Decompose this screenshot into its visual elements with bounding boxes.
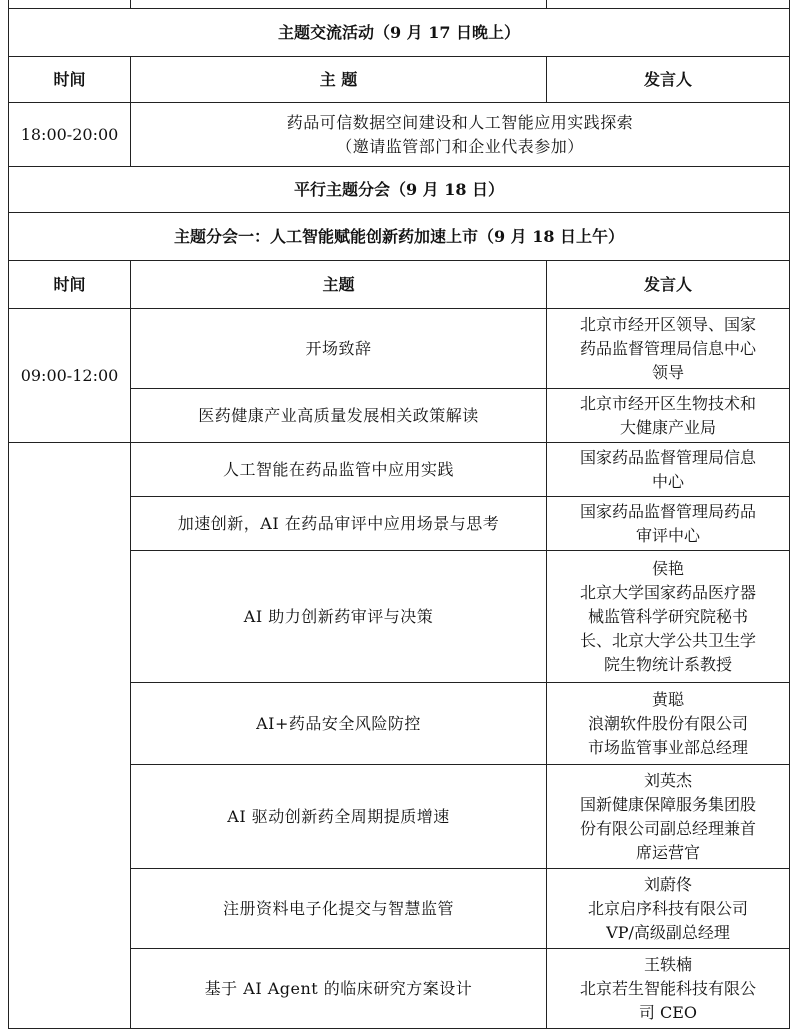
agenda-topic: 注册资料电子化提交与智慧监管: [131, 869, 547, 949]
agenda-speaker: [547, 683, 790, 765]
speaker-line: 司 CEO: [638, 1002, 698, 1022]
subforum1-title: 主题分会一：人工智能赋能创新药加速上市（9 月 18 日上午）: [9, 213, 790, 261]
agenda-speaker: [547, 949, 790, 1029]
speaker-line: 械监管科学研究院秘书: [587, 606, 748, 626]
speaker-name: 王轶楠: [643, 954, 692, 974]
speaker-name: 黄聪: [651, 689, 684, 709]
header-time: 时间: [9, 57, 131, 103]
agenda-speaker: [547, 551, 790, 683]
agenda-topic: 人工智能在药品监管中应用实践: [131, 443, 547, 497]
speaker-line: 份有限公司副总经理兼首: [579, 818, 756, 838]
speaker-line: 席运营官: [635, 842, 700, 862]
agenda-topic: 基于 AI Agent 的临床研究方案设计: [131, 949, 547, 1029]
clipped-cell: [9, 0, 131, 9]
agenda-topic: AI 驱动创新药全周期提质增速: [131, 765, 547, 869]
speaker-line: 北京市经开区生物技术和: [579, 393, 756, 413]
agenda-topic: 加速创新，AI 在药品审评中应用场景与思考: [131, 497, 547, 551]
header-speaker: 发言人: [547, 57, 790, 103]
header-time: 时间: [9, 261, 131, 309]
speaker-line: 浪潮软件股份有限公司: [587, 713, 748, 733]
speaker-line: 国家药品监督管理局信息: [579, 447, 756, 467]
parallel-title: 平行主题分会（9 月 18 日）: [9, 167, 790, 213]
parallel-title-row: [9, 167, 790, 213]
speaker-line: 北京大学国家药品医疗器: [579, 582, 756, 602]
clipped-cell: [131, 0, 547, 9]
speaker-line: 药品监督管理局信息中心: [579, 338, 756, 358]
agenda-speaker: [547, 497, 790, 551]
speaker-line: 市场监管事业部总经理: [587, 737, 748, 757]
speaker-line: 北京若生智能科技有限公: [579, 978, 756, 998]
speaker-line: 审评中心: [635, 525, 700, 545]
evening-session-title-row: [9, 9, 790, 57]
subforum1-time: 09:00-12:00: [9, 309, 131, 443]
header-topic: 主题: [131, 261, 547, 309]
speaker-line: 大健康产业局: [619, 417, 716, 437]
speaker-line: 中心: [651, 471, 684, 491]
agenda-topic: 开场致辞: [131, 309, 547, 389]
speaker-line: 北京启序科技有限公司: [587, 898, 748, 918]
subforum1-title-row: [9, 213, 790, 261]
agenda-speaker: [547, 309, 790, 389]
agenda-speaker: [547, 443, 790, 497]
speaker-line: 国家药品监督管理局药品: [579, 501, 756, 521]
evening-topic-line1: 药品可信数据空间建设和人工智能应用实践探索: [286, 112, 634, 132]
agenda-row: [9, 443, 790, 497]
speaker-line: 长、北京大学公共卫生学: [579, 630, 756, 650]
agenda-topic: AI 助力创新药审评与决策: [131, 551, 547, 683]
header-speaker: 发言人: [547, 261, 790, 309]
speaker-line: 院生物统计系教授: [603, 654, 732, 674]
agenda-row: [9, 309, 790, 389]
agenda-topic: 医药健康产业高质量发展相关政策解读: [131, 389, 547, 443]
subforum1-header-row: [9, 261, 790, 309]
clipped-previous-row: [9, 0, 790, 9]
speaker-line: 领导: [651, 362, 684, 382]
agenda-topic: AI+药品安全风险防控: [131, 683, 547, 765]
speaker-name: 刘英杰: [643, 770, 692, 790]
evening-session-title: 主题交流活动（9 月 17 日晚上）: [9, 9, 790, 57]
agenda-speaker: [547, 389, 790, 443]
speaker-name: 刘蔚佟: [643, 874, 692, 894]
agenda-table: [8, 0, 790, 1029]
evening-time: 18:00-20:00: [9, 103, 131, 167]
evening-topic-line2: （邀请监管部门和企业代表参加）: [336, 136, 584, 156]
speaker-line: 国新健康保障服务集团股: [579, 794, 756, 814]
clipped-cell: [547, 0, 790, 9]
speaker-name: 侯艳: [651, 558, 684, 578]
evening-header-row: [9, 57, 790, 103]
agenda-speaker: [547, 765, 790, 869]
evening-row: [9, 103, 790, 167]
speaker-line: VP/高级副总经理: [606, 922, 730, 942]
evening-topic: [131, 103, 790, 167]
subforum1-time-continued: [9, 443, 131, 1029]
agenda-speaker: [547, 869, 790, 949]
speaker-line: 北京市经开区领导、国家: [579, 314, 756, 334]
header-topic: 主 题: [131, 57, 547, 103]
